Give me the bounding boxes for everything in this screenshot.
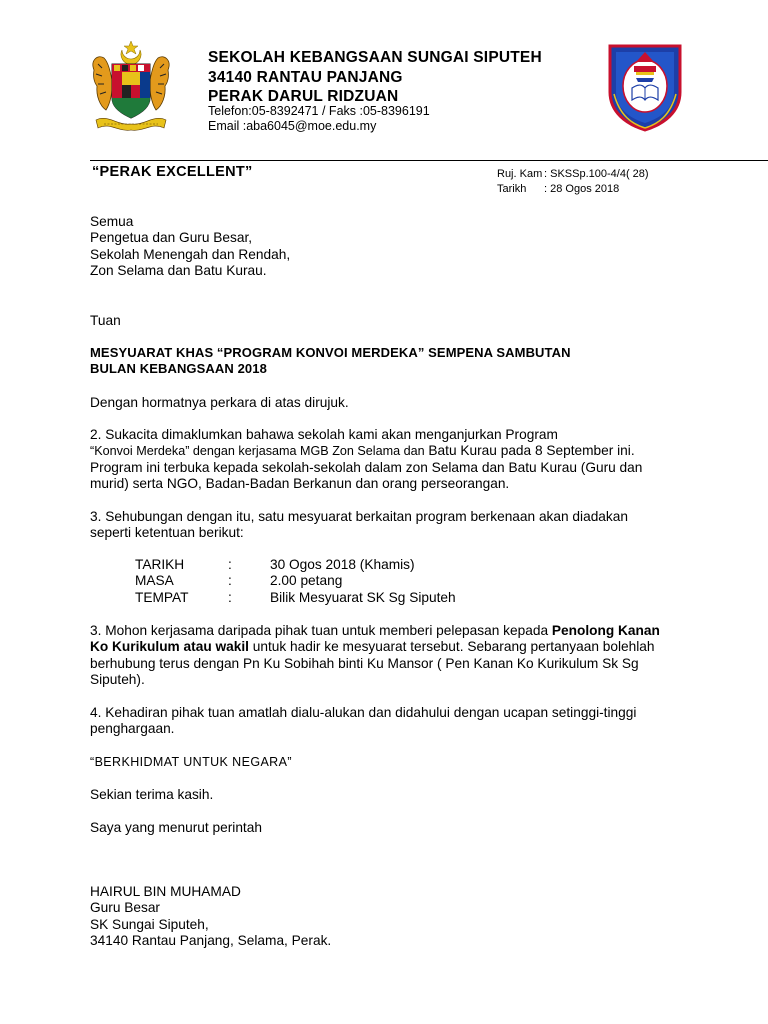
paragraph-line: Program ini terbuka kepada sekolah-sekolah dalam zon Selama dan Batu Kurau (Guru dan [90,459,643,475]
date-value: : 28 Ogos 2018 [544,183,620,195]
paragraph-3 [90,509,628,542]
signatory-name: HAIRUL BIN MUHAMAD [90,884,241,899]
reference-number [497,167,649,182]
salutation: Tuan [90,313,121,328]
detail-value: 30 Ogos 2018 (Khamis) [270,557,415,572]
paragraph-line: murid) serta NGO, Badan-Badan Berkanun dan orang perseorangan. [90,476,510,492]
meeting-details [0,557,768,606]
slogan: “BERKHIDMAT UNTUK NEGARA” [90,755,292,769]
detail-row-venue [0,590,768,606]
subject-line: BULAN KEBANGSAAN 2018 [90,361,267,376]
school-phone-fax: Telefon:05-8392471 / Faks :05-8396191 [208,104,430,118]
recipient-block [90,214,290,280]
reference-label: Ruj. Kam [497,168,543,180]
detail-value: 2.00 petang [270,573,343,589]
paragraph-line: berhubung terus dengan Pn Ku Sobihah binti Ku Mansor ( Pen Kanan Ko Kurikulum Sk Sg [90,655,639,671]
reference-value: : SKSSp.100-4/4( 28) [544,168,649,180]
motto: “PERAK EXCELLENT” [92,164,253,180]
recipient-line: Sekolah Menengah dan Rendah, [90,246,291,262]
detail-row-date [0,557,768,573]
detail-separator: : [228,557,232,572]
detail-value: Bilik Mesyuarat SK Sg Siputeh [270,589,456,605]
recipient-line: Semua [90,214,134,229]
detail-label: TARIKH [135,557,185,572]
date-label: Tarikh [497,183,527,195]
reference-date [497,182,619,197]
detail-row-time [0,573,768,589]
signatory-school: SK Sungai Siputeh, [90,916,209,932]
signatory-address: 34140 Rantau Panjang, Selama, Perak. [90,933,332,949]
detail-label: MASA [135,573,174,589]
signatory-title: Guru Besar [90,900,160,916]
closing-thanks: Sekian terima kasih. [90,787,214,802]
paragraph-line: 3. Mohon kerjasama daripada pihak tuan untuk memberi pelepasan kepada [90,623,549,638]
school-email: Email :aba6045@moe.edu.my [208,119,377,133]
school-name: SEKOLAH KEBANGSAAN SUNGAI SIPUTEH [208,49,542,66]
school-badge-icon [606,36,684,132]
bold-phrase: Ko Kurikulum atau wakil [90,639,249,655]
closing-phrase: Saya yang menurut perintah [90,820,262,835]
signatory-block [90,884,331,950]
paragraph-line: “Konvoi Merdeka” dengan kerjasama MGB Zon Selama dan [90,444,425,459]
detail-label: TEMPAT [135,589,189,605]
detail-separator: : [228,573,232,589]
paragraph-line: 4. Kehadiran pihak tuan amatlah dialu-alukan dan didahului dengan ucapan setinggi-tinggi [90,705,637,720]
paragraph-line: seperti ketentuan berikut: [90,525,244,541]
paragraph-line: Siputeh). [90,672,145,688]
letterhead-divider [90,160,768,161]
recipient-line: Pengetua dan Guru Besar, [90,230,253,246]
paragraph-4 [90,623,740,689]
subject-line: MESYUARAT KHAS “PROGRAM KONVOI MERDEKA” SEMPENA SAMBUTAN [90,345,571,360]
recipient-line: Zon Selama dan Batu Kurau. [90,263,267,279]
subject-heading [90,345,571,377]
paragraph-line: 3. Sehubungan dengan itu, satu mesyuarat berkaitan program berkenaan akan diadakan [90,509,628,524]
paragraph-line: untuk hadir ke mesyuarat tersebut. Sebarang pertanyaan bolehlah [248,639,655,655]
school-state: PERAK DARUL RIDZUAN [208,88,399,105]
paragraph-2 [90,427,730,493]
paragraph-line: Batu Kurau pada 8 September ini. [428,443,635,459]
malaysia-coat-of-arms-icon [88,40,174,132]
paragraph-line: penghargaan. [90,721,175,737]
bold-phrase: Penolong Kanan [551,623,660,638]
detail-separator: : [228,589,232,605]
paragraph-5 [90,705,636,738]
school-postcode-town: 34140 RANTAU PANJANG [208,69,403,86]
paragraph-line: 2. Sukacita dimaklumkan bahawa sekolah kami akan menganjurkan Program [90,427,558,442]
intro-paragraph: Dengan hormatnya perkara di atas dirujuk. [90,395,349,410]
